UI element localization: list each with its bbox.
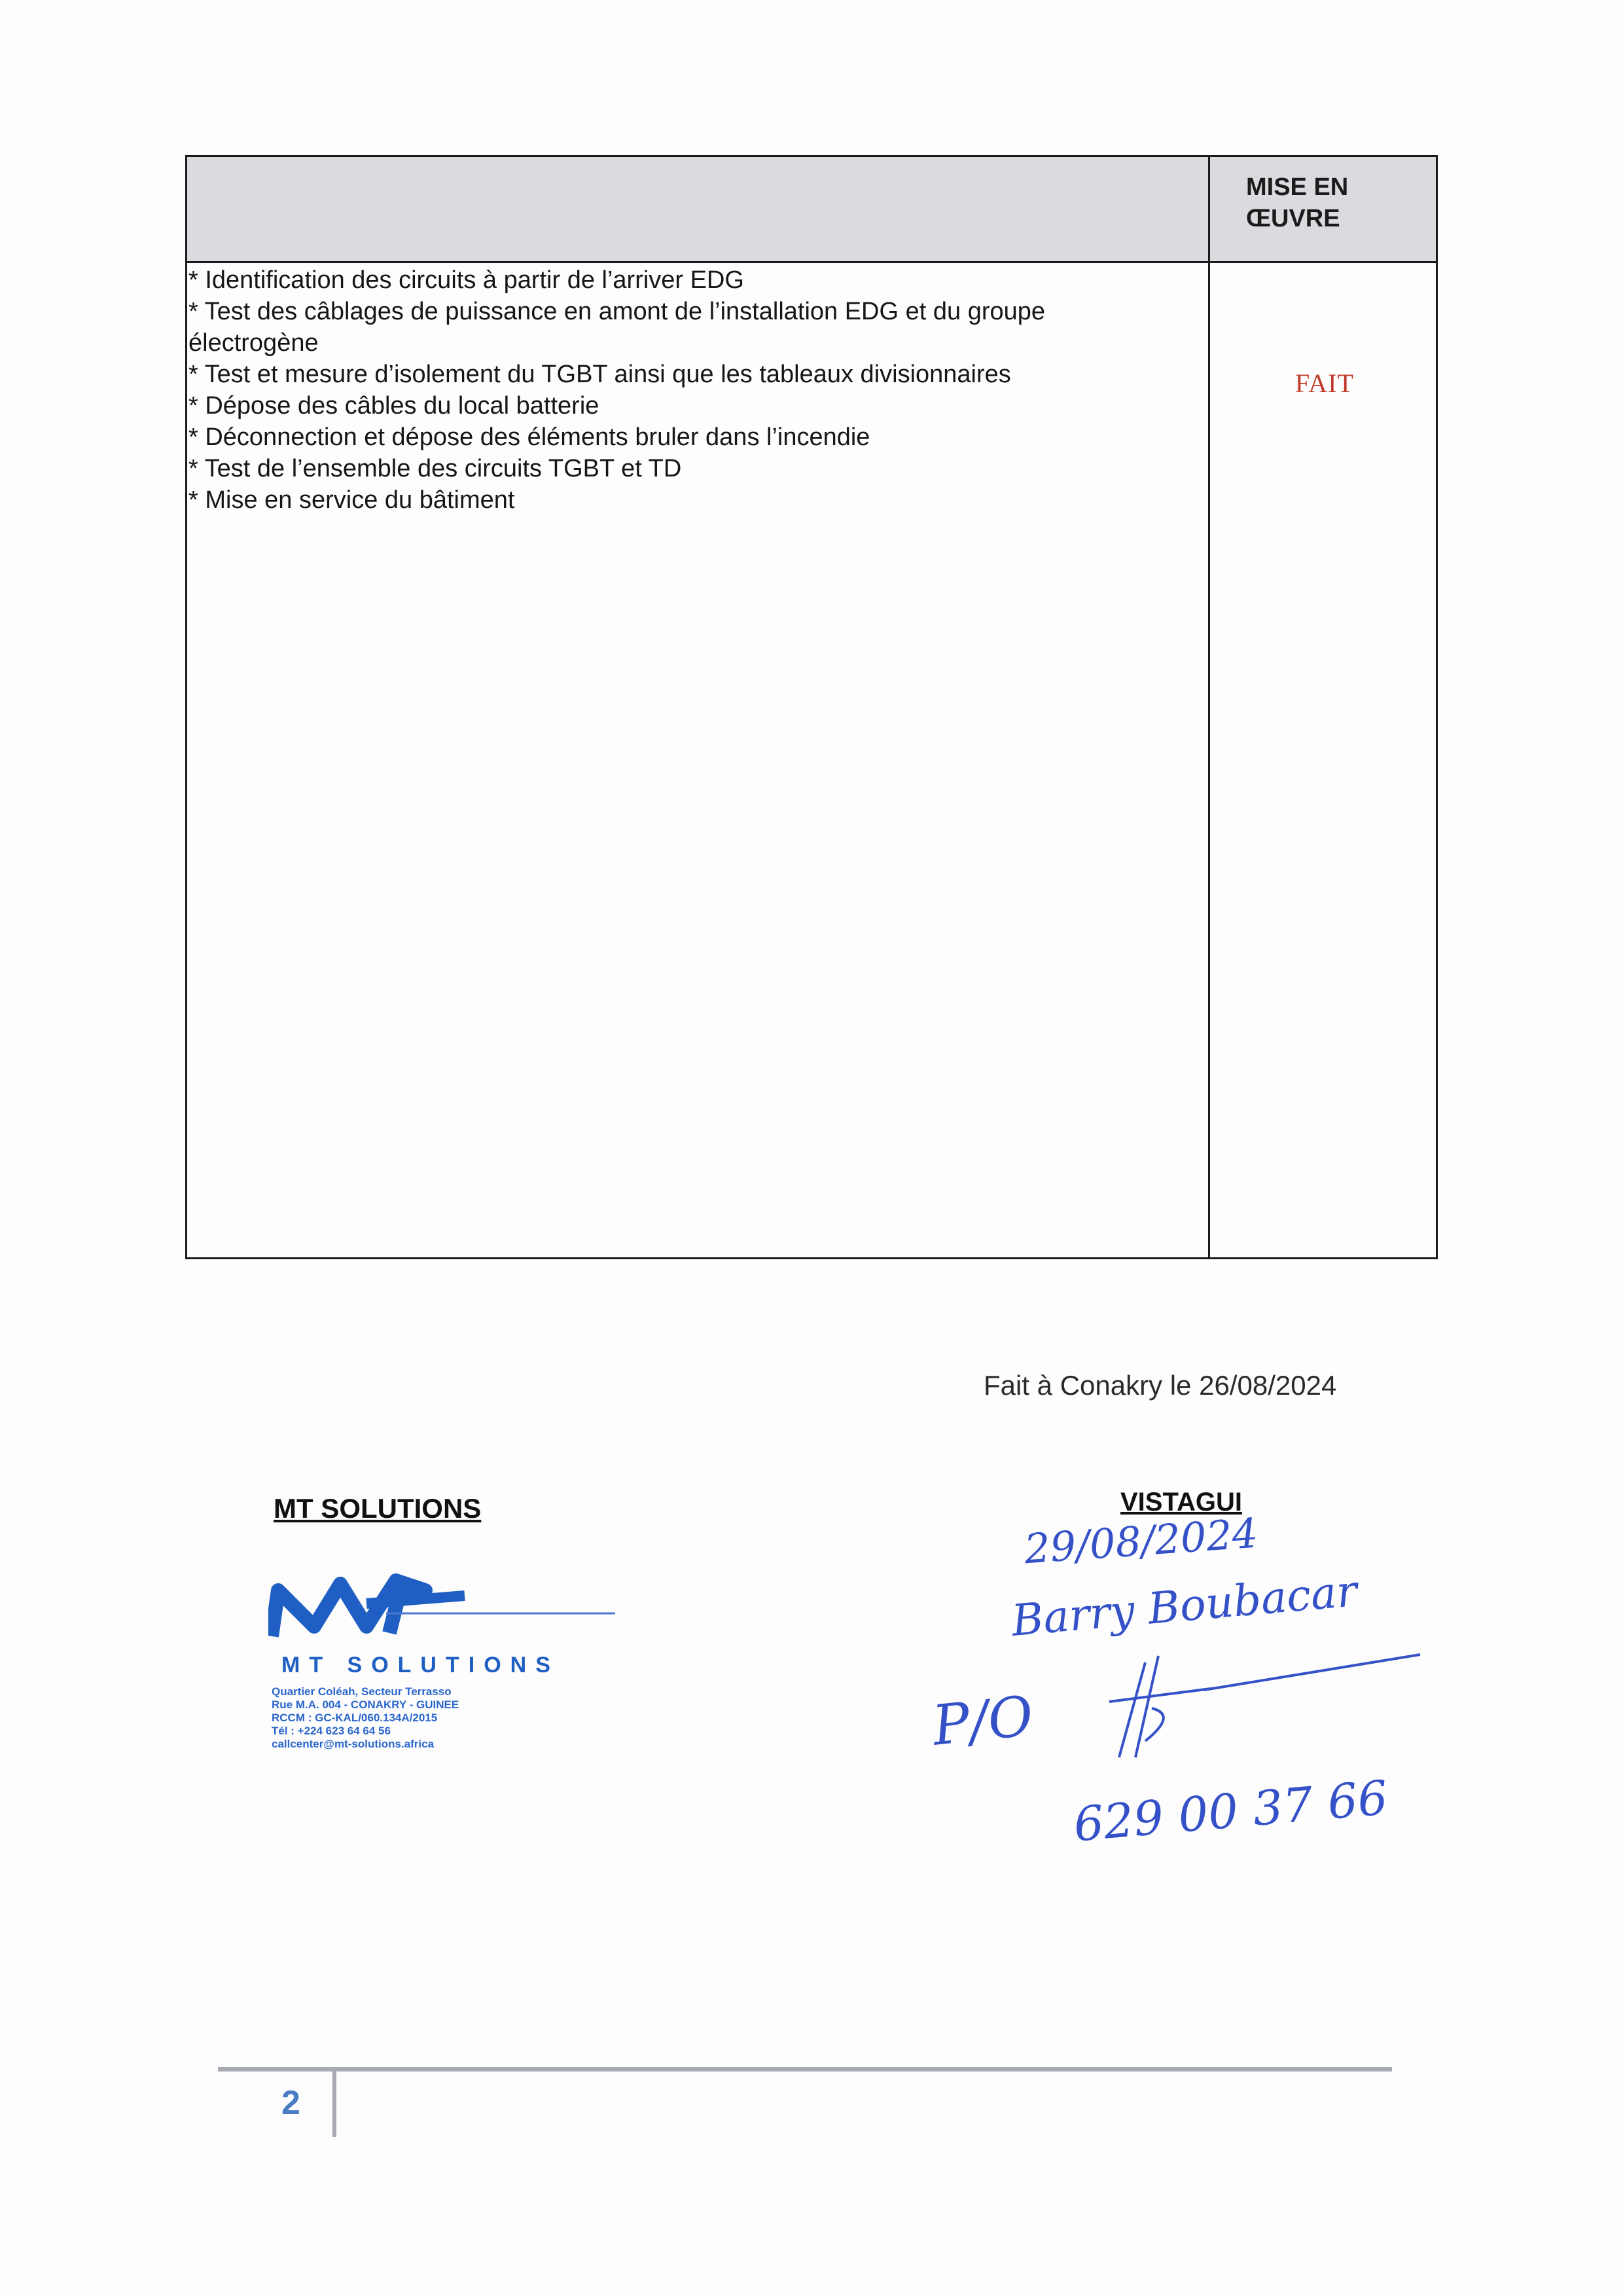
stamp-brand: MT SOLUTIONS [281,1653,560,1677]
task-item: * Test de l’ensemble des circuits TGBT et TD [188,455,682,482]
stamp-line: RCCM : GC-KAL/060.134A/2015 [272,1712,438,1724]
company-stamp [268,1564,635,1774]
task-item: * Dépose des câbles du local batterie [188,392,599,420]
table-header-mise-en-oeuvre [1210,157,1436,263]
stamp-line: Rue M.A. 004 - CONAKRY - GUINEE [272,1698,459,1711]
handwritten-name: Barry Boubacar [1009,1566,1359,1646]
table-cell-tasks [187,263,1210,1257]
task-item: * Mise en service du bâtiment [188,486,515,514]
footer-rule [218,2067,1392,2072]
task-item: électrogène [188,329,319,357]
signatory-left: MT SOLUTIONS [274,1493,482,1524]
page-number: 2 [281,2084,300,2122]
stamp-address [272,1685,459,1751]
status-fait: FAIT [1295,368,1354,398]
header-line-1: MISE EN [1246,173,1349,201]
signature-icon [1106,1649,1427,1761]
footer-divider [332,2072,336,2137]
work-table [185,155,1438,1259]
handwritten-phone: 629 00 37 66 [1071,1770,1390,1852]
table-header-description [187,157,1210,263]
task-item: * Déconnection et dépose des éléments bruler dans l’incendie [188,423,870,451]
handwritten-po: P/O [929,1683,1037,1758]
stamp-line: Tél : +224 623 64 64 56 [272,1725,391,1737]
handwritten-date: 29/08/2024 [1022,1509,1260,1573]
stamp-line: Quartier Coléah, Secteur Terrasso [272,1685,452,1698]
stamp-line: callcenter@mt-solutions.africa [272,1738,435,1750]
task-item: * Test des câblages de puissance en amont de l’installation EDG et du groupe [188,298,1046,325]
task-item: * Test et mesure d’isolement du TGBT ainsi que les tableaux divisionnaires [188,361,1011,388]
table-cell-status [1210,263,1436,1257]
header-line-2: ŒUVRE [1246,205,1340,232]
task-item: * Identification des circuits à partir de l’arriver EDG [188,266,744,294]
place-date: Fait à Conakry le 26/08/2024 [984,1370,1337,1401]
signatory-right: VISTAGUI [1120,1488,1242,1516]
stamp-logo-icon [268,1564,635,1662]
